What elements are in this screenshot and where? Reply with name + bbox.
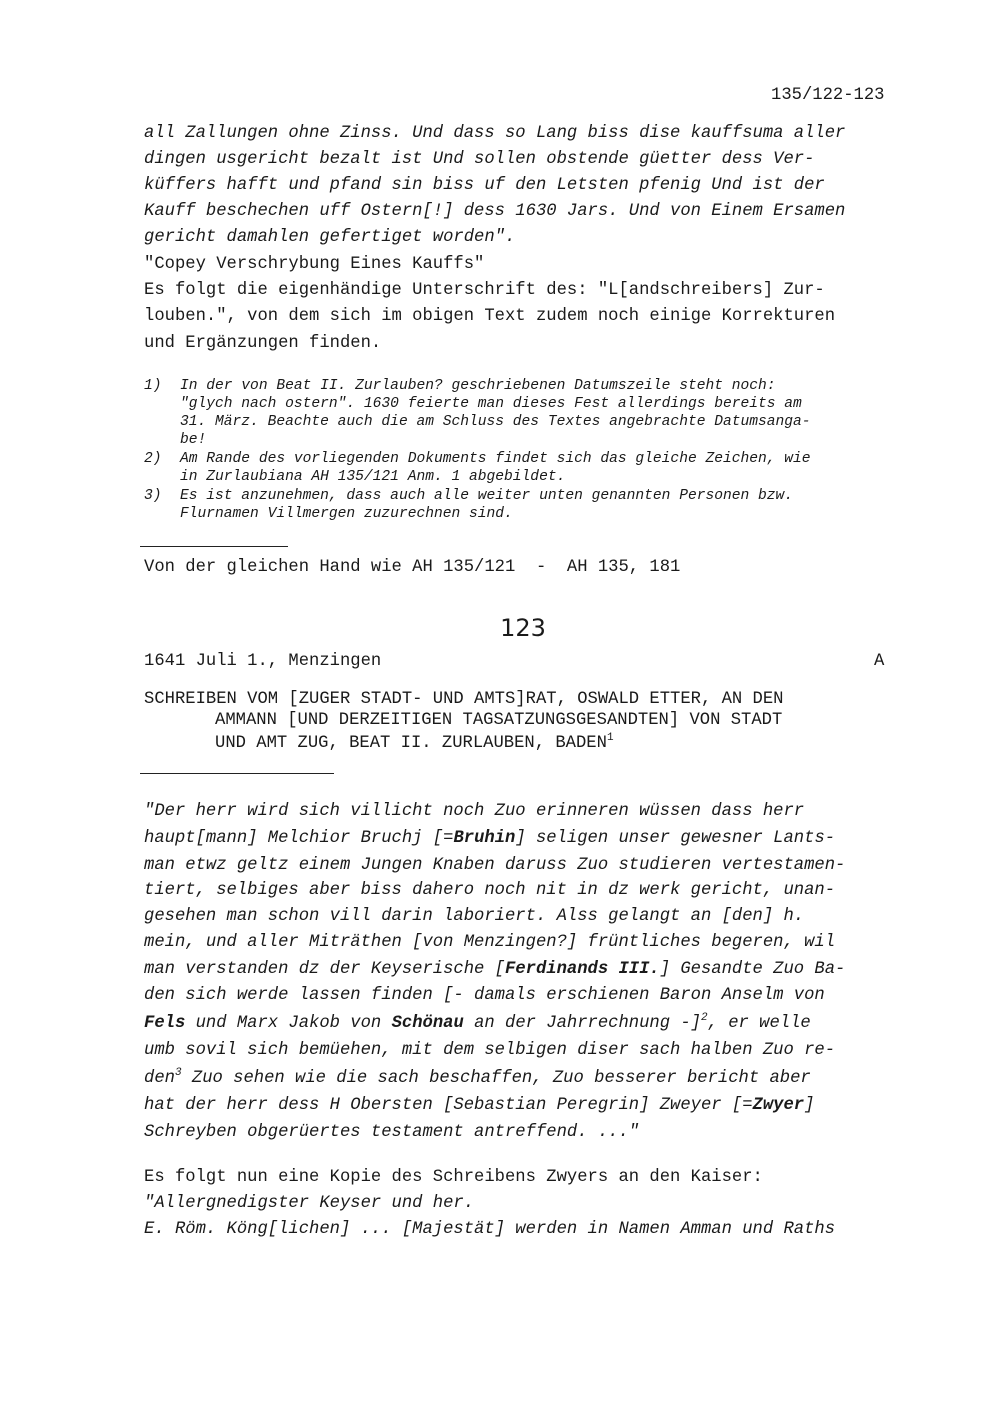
- body-text: ] seligen unser gewesner Lants-: [515, 829, 836, 848]
- text-line: gericht damahlen gefertiget worden".: [144, 228, 516, 247]
- page-reference: 135/122-123: [771, 86, 885, 105]
- body-line: Schreyben obgerüertes testament antreffend. ...": [144, 1123, 640, 1142]
- body-text: , er welle: [707, 1014, 811, 1033]
- footnote-ref: 2: [701, 1012, 708, 1024]
- after-line: Es folgt nun eine Kopie des Schreibens Zwyers an den Kaiser:: [144, 1168, 763, 1187]
- body-line: [144, 1014, 811, 1034]
- note-line: louben.", von dem sich im obigen Text zudem noch einige Korrekturen: [144, 307, 836, 326]
- person-name: Zwyer: [752, 1096, 805, 1115]
- body-line: man etwz geltz einem Jungen Knaben daruss Zuo studieren vertestamen-: [144, 856, 846, 875]
- footnote-line: "glych nach ostern". 1630 feierte man dieses Fest allerdings bereits am: [180, 396, 802, 412]
- body-line: gesehen man schon vill darin laboriert. Alss gelangt an [den] h.: [144, 907, 805, 926]
- person-name: Fels: [144, 1014, 186, 1033]
- body-text: man verstanden dz der Keyserische [: [144, 960, 505, 979]
- footnote-line: Flurnamen Villmergen zuzurechnen sind.: [180, 506, 513, 522]
- hand-note: Von der gleichen Hand wie AH 135/121 - AH 135, 181: [144, 558, 681, 577]
- text-line: dingen usgericht bezalt ist Und sollen obstende güetter dess Ver-: [144, 150, 815, 169]
- note-line: Es folgt die eigenhändige Unterschrift des: "L[andschreibers] Zur-: [144, 281, 825, 300]
- footnote-line: 31. März. Beachte auch die am Schluss des Textes angebrachte Datumsanga-: [180, 414, 811, 430]
- body-text: an der Jahrrechnung -]: [463, 1014, 701, 1033]
- footnote-line: In der von Beat II. Zurlauben? geschriebenen Datumszeile steht noch:: [180, 378, 776, 394]
- body-line: den sich werde lassen finden [- damals erschienen Baron Anselm von: [144, 986, 825, 1005]
- body-line: [144, 829, 835, 849]
- footnote-marker: 2): [144, 451, 162, 467]
- note-line: und Ergänzungen finden.: [144, 334, 382, 353]
- body-text: haupt[mann] Melchior Bruchj [=: [144, 829, 454, 848]
- title-line-text: UND AMT ZUG, BEAT II. ZURLAUBEN, BADEN: [215, 734, 607, 753]
- body-text: Zuo sehen wie die sach beschaffen, Zuo besserer bericht aber: [181, 1069, 811, 1088]
- text-line: küffers hafft und pfand sin biss uf den Letsten pfenig Und ist der: [144, 176, 825, 195]
- footnote-line: Am Rande des vorliegenden Dokuments findet sich das gleiche Zeichen, wie: [180, 451, 811, 467]
- footnote-line: be!: [180, 432, 207, 448]
- footnote-line: in Zurlaubiana AH 135/121 Anm. 1 abgebildet.: [180, 469, 566, 485]
- note-line: "Copey Verschrybung Eines Kauffs": [144, 255, 485, 274]
- after-line: "Allergnedigster Keyser und her.: [144, 1194, 475, 1213]
- body-text: ]: [804, 1096, 815, 1115]
- body-line: umb sovil sich bemüehen, mit dem selbigen diser sach halben Zuo re-: [144, 1041, 836, 1060]
- body-line: "Der herr wird sich villicht noch Zuo erinneren wüssen dass herr: [144, 802, 805, 821]
- body-line: mein, und aller Miträthen [von Menzingen?] früntliches begeren, wil: [144, 933, 836, 952]
- title-line: [215, 734, 614, 754]
- text-line: all Zallungen ohne Zinss. Und dass so Lang biss dise kauffsuma aller: [144, 124, 846, 143]
- separator-rule: [140, 546, 288, 547]
- body-text: und Marx Jakob von: [185, 1014, 392, 1033]
- person-name: Ferdinands III.: [505, 960, 660, 979]
- title-line: SCHREIBEN VOM [ZUGER STADT- UND AMTS]RAT, OSWALD ETTER, AN DEN: [144, 690, 784, 709]
- body-line: [144, 1096, 814, 1116]
- footnote-line: Es ist anzunehmen, dass auch alle weiter unten genannten Personen bzw.: [180, 488, 794, 504]
- text-line: Kauff beschechen uff Ostern[!] dess 1630 Jars. Und von Einem Ersamen: [144, 202, 846, 221]
- footnote-ref: 3: [174, 1067, 182, 1079]
- person-name: Schönau: [391, 1014, 464, 1033]
- footnote-marker: 3): [144, 488, 162, 504]
- footnote-marker: 1): [144, 378, 162, 394]
- body-text: den: [144, 1069, 175, 1088]
- body-text: ] Gesandte Zuo Ba-: [659, 960, 846, 979]
- after-line: E. Röm. Köng[lichen] ... [Majestät] werden in Namen Amman und Raths: [144, 1220, 836, 1239]
- person-name: Bruhin: [453, 829, 516, 848]
- footnote-ref: 1: [606, 732, 614, 744]
- body-line: [144, 960, 845, 980]
- date-place: 1641 Juli 1., Menzingen: [144, 652, 382, 671]
- title-rule: [140, 773, 334, 774]
- title-line: AMMANN [UND DERZEITIGEN TAGSATZUNGSGESANDTEN] VON STADT: [215, 711, 783, 730]
- document-type-letter: A: [874, 652, 885, 671]
- body-line: tiert, selbiges aber biss dahero noch nit in dz werk gericht, unan-: [144, 881, 836, 900]
- document-number: 123: [500, 614, 546, 642]
- body-line: [144, 1069, 811, 1089]
- body-text: hat der herr dess H Obersten [Sebastian Peregrin] Zweyer [=: [144, 1096, 753, 1115]
